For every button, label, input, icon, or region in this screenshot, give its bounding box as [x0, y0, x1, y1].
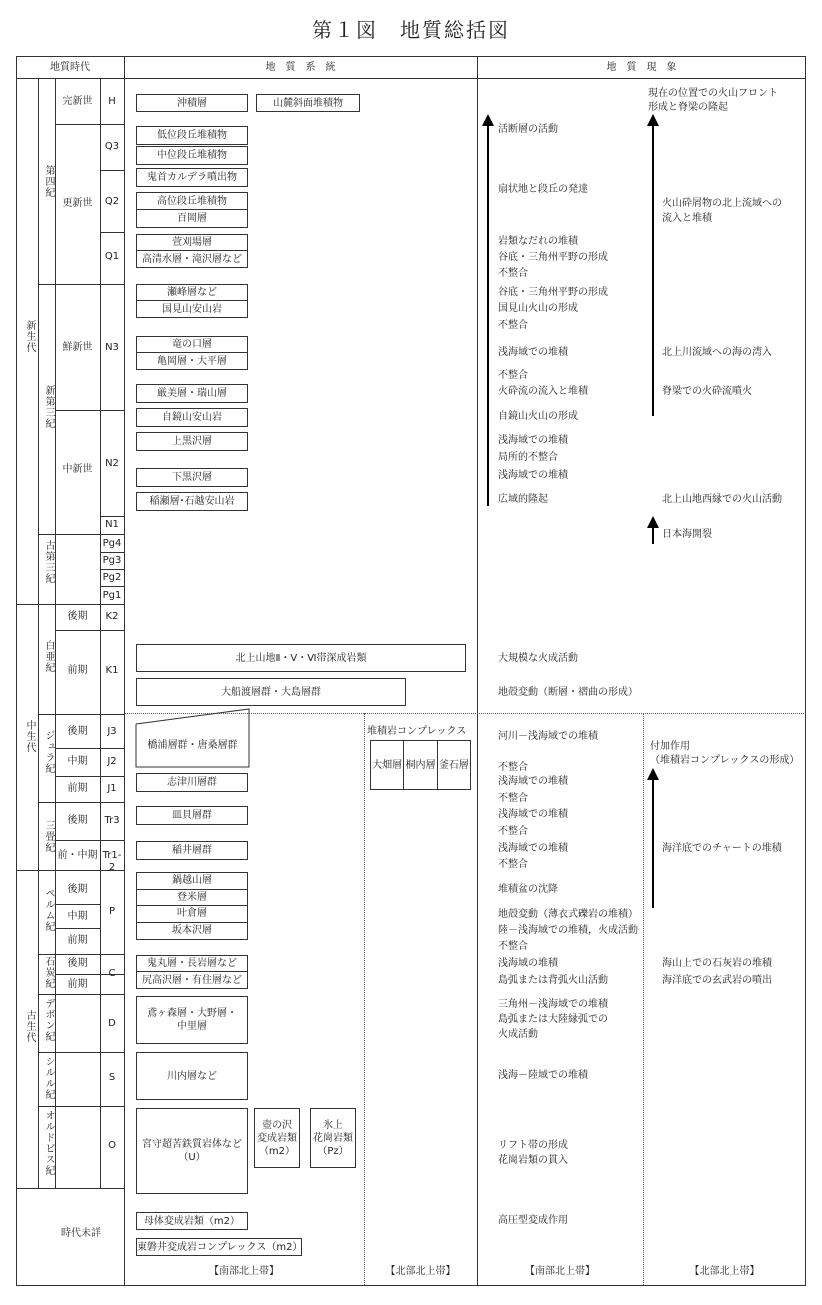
accretion-label: 堆積岩コンプレックス	[367, 726, 467, 737]
phen-text: 不整合	[498, 793, 528, 804]
divider	[100, 552, 124, 553]
phen-text: 浅海域での堆積	[498, 843, 568, 854]
code-n3: N3	[105, 342, 119, 353]
divider	[55, 410, 124, 411]
phen-text: 形成と脊梁の隆起	[648, 102, 728, 113]
period-cretaceous: 白亜紀	[43, 640, 54, 673]
unit-label: 東磐井変成岩コンプレックス（m2）	[137, 1241, 303, 1253]
unit-label: 亀岡層・大平層	[157, 355, 227, 367]
era-unknown: 時代未詳	[61, 1228, 101, 1239]
code-pg1: Pg1	[102, 590, 122, 601]
divider	[55, 776, 124, 777]
divider	[55, 928, 100, 929]
unit-box	[136, 234, 248, 268]
unit-label: 山麓斜面堆積物	[273, 97, 343, 109]
divider	[55, 904, 100, 905]
unit-cell	[137, 890, 247, 907]
phen-text: 浅海－陸域での堆積	[498, 1070, 588, 1081]
code-j3: J3	[107, 726, 117, 737]
code-n1: N1	[105, 519, 119, 530]
arrow-up-icon	[487, 126, 489, 506]
footer-zone-label: 【南部北上帯】	[209, 1266, 279, 1277]
code-q2: Q2	[104, 196, 120, 207]
code-k2: K2	[105, 611, 119, 622]
unit-label: 釜石層	[438, 759, 469, 771]
epoch-middle: 中期	[67, 911, 88, 922]
phen-text: 火砕流の流入と堆積	[498, 386, 588, 397]
unit-cell	[137, 873, 247, 890]
divider	[38, 714, 124, 715]
period-silurian: シルル紀	[43, 1056, 54, 1100]
unit-box	[136, 192, 248, 228]
unit-label: 高清水層・滝沢層など	[142, 253, 242, 265]
phen-text: 海山上での石灰岩の堆積	[662, 958, 772, 969]
unit-cell	[137, 337, 247, 353]
divider	[38, 534, 124, 535]
unit-label: 川内層など	[167, 1070, 217, 1082]
divider	[364, 713, 365, 1285]
unit-box	[136, 1108, 248, 1194]
phen-text: 付加作用	[650, 741, 690, 752]
divider	[100, 516, 124, 517]
unit-label: 叶倉層	[177, 908, 207, 920]
header-phenomena: 地 質 現 象	[606, 62, 677, 73]
unit-box	[136, 432, 248, 451]
divider	[643, 713, 644, 1285]
unit-cell	[137, 285, 247, 301]
phen-text: 浅海域での堆積	[498, 347, 568, 358]
phen-text: 谷底・三角州平野の形成	[498, 287, 608, 298]
header-time: 地質時代	[50, 62, 90, 73]
code-n2: N2	[105, 458, 119, 469]
unit-label: 宮守超苦鉄質岩体など （U）	[142, 1139, 242, 1163]
divider	[38, 1106, 124, 1107]
phen-text: リフト帯の形成	[498, 1140, 568, 1151]
unit-box	[254, 1108, 300, 1168]
epoch-pleistocene: 更新世	[62, 198, 93, 209]
unit-cell	[137, 956, 247, 972]
unit-box	[136, 841, 248, 860]
unit-label: 登米層	[177, 891, 207, 903]
unit-label: 萱刈場層	[172, 237, 212, 249]
unit-box	[370, 740, 471, 790]
unit-box	[136, 678, 406, 706]
unit-label: 大船渡層群・大島層群	[221, 686, 321, 698]
footer-zone-label: 【北部北上帯】	[689, 1266, 760, 1277]
phen-text: 浅海域の堆積	[498, 958, 558, 969]
period-triassic: 三畳紀	[43, 820, 54, 853]
code-p: P	[108, 906, 116, 917]
code-q1: Q1	[104, 251, 120, 262]
period-jurassic: ジュラ紀	[43, 730, 54, 774]
divider	[38, 284, 124, 285]
divider	[55, 124, 124, 125]
unit-box	[136, 94, 248, 112]
unit-cell	[137, 301, 247, 317]
unit-box	[136, 872, 248, 940]
phen-text: 谷底・三角州平野の形成	[498, 252, 608, 263]
phen-text: 不整合	[498, 370, 528, 381]
header-system: 地 質 系 統	[265, 62, 336, 73]
code-tr3: Tr3	[104, 815, 120, 826]
unit-box	[136, 492, 248, 511]
phen-text: 堆積盆の沈降	[498, 884, 558, 895]
unit-label: 壺の沢 変成岩類 （m2）	[257, 1119, 297, 1157]
divider	[100, 569, 124, 570]
code-j2: J2	[107, 756, 117, 767]
era-cenozoic: 新生代	[24, 320, 35, 353]
unit-label: 鳶ヶ森層・大野層・ 中里層	[147, 1008, 237, 1032]
unit-cell	[371, 741, 404, 789]
unit-box	[136, 1238, 302, 1256]
unit-cell	[438, 741, 470, 789]
unit-cell	[137, 906, 247, 923]
arrow-up-icon	[652, 528, 654, 544]
phen-text: 浅海域での堆積	[498, 776, 568, 787]
unit-box	[136, 955, 248, 989]
footer-zone-label: 【北部北上帯】	[385, 1266, 456, 1277]
phen-text: 国見山火山の形成	[498, 303, 578, 314]
unit-box	[256, 94, 360, 112]
phen-text: 脊梁での火砕流噴火	[662, 386, 752, 397]
unit-box	[136, 1052, 248, 1100]
divider	[55, 78, 56, 604]
phen-text: 不整合	[498, 941, 528, 952]
divider	[16, 1188, 124, 1189]
unit-label: 上黒沢層	[172, 436, 212, 447]
divider	[124, 56, 125, 1286]
period-paleogene: 古第三紀	[43, 540, 54, 584]
divider	[38, 1052, 124, 1053]
epoch-middle: 中期	[67, 756, 88, 767]
unit-label: 自鏡山安山岩	[162, 412, 222, 423]
unit-box	[136, 773, 248, 792]
unit-label: 沖積層	[177, 97, 207, 109]
divider	[477, 56, 478, 1286]
unit-label: 稲井層群	[172, 845, 212, 856]
period-neogene: 新第三紀	[43, 385, 54, 429]
unit-label: 中位段丘堆積物	[157, 150, 227, 161]
epoch-holocene: 完新世	[62, 96, 93, 107]
unit-box	[136, 468, 248, 487]
divider	[55, 748, 124, 749]
unit-label: 坂本沢層	[172, 925, 212, 937]
phen-text: 高圧型変成作用	[498, 1215, 568, 1226]
phen-text: （堆積岩コンプレックスの形成）	[650, 755, 800, 766]
phen-text: 流入と堆積	[662, 213, 712, 224]
hashiura-frame	[135, 708, 251, 768]
divider	[38, 994, 124, 995]
unit-box	[136, 336, 248, 370]
unit-box	[136, 384, 248, 403]
phen-text: 火山砕屑物の北上流域への	[662, 198, 782, 209]
phen-text: 扇状地と段丘の発達	[498, 184, 588, 195]
unit-cell	[137, 235, 247, 251]
phen-text: 広域的隆起	[498, 494, 548, 505]
divider	[100, 170, 124, 171]
unit-label: 皿貝層群	[172, 810, 212, 821]
unit-cell	[137, 923, 247, 939]
unit-label: 志津川層群	[167, 777, 217, 788]
unit-label: 下黒沢層	[172, 472, 212, 483]
phen-text: 局所的不整合	[498, 452, 558, 463]
epoch-pliocene: 鮮新世	[62, 342, 93, 353]
phen-text: 不整合	[498, 762, 528, 773]
phen-text: 島弧または背弧火山活動	[498, 975, 608, 986]
unit-label: 竜の口層	[172, 339, 212, 351]
phen-text: 島弧または大陸縁弧での	[498, 1014, 608, 1025]
era-paleozoic: 古生代	[24, 1010, 35, 1043]
epoch-late: 後期	[67, 884, 88, 895]
unit-box	[136, 284, 248, 318]
code-pg4: Pg4	[102, 538, 122, 549]
phen-text: 河川－浅海域での堆積	[498, 731, 598, 742]
epoch-late: 後期	[67, 958, 88, 969]
phen-text: 活断層の活動	[498, 124, 558, 135]
divider	[38, 78, 39, 1188]
divider	[55, 630, 124, 631]
unit-label: 氷上 花崗岩類 （Pz）	[313, 1119, 353, 1157]
code-k1: K1	[105, 665, 119, 676]
divider	[100, 232, 124, 233]
unit-cell	[137, 193, 247, 210]
unit-label: 母体変成岩類（m2）	[143, 1215, 241, 1227]
unit-label: 鬼首カルデラ噴出物	[147, 172, 237, 183]
unit-box	[136, 408, 248, 427]
phen-text: 火成活動	[498, 1029, 538, 1040]
unit-cell	[137, 353, 247, 369]
phen-text: 海洋底でのチャートの堆積	[662, 843, 782, 854]
code-c: C	[108, 968, 116, 979]
phen-text: 不整合	[498, 859, 528, 870]
phen-text: 北上川流域への海の湾入	[662, 347, 772, 358]
divider	[100, 586, 124, 587]
code-q3: Q3	[104, 141, 120, 152]
phen-text: 地殻変動（薄衣式礫岩の堆積）	[498, 909, 638, 920]
code-o: O	[108, 1140, 116, 1151]
phen-text: 地殻変動（断層・褶曲の形成）	[498, 687, 638, 698]
period-permian: ペルム紀	[43, 888, 54, 932]
epoch-late: 後期	[67, 815, 88, 826]
phen-text: 浅海域での堆積	[498, 470, 568, 481]
unit-label: 百岡層	[177, 213, 207, 225]
code-h: H	[108, 96, 116, 107]
phen-text: 岩類なだれの堆積	[498, 236, 578, 247]
unit-box	[136, 644, 466, 672]
unit-label: 大畑層	[372, 759, 403, 771]
period-quaternary: 第四紀	[43, 165, 54, 198]
phen-text: 大規模な火成活動	[498, 653, 578, 664]
epoch-early: 前期	[67, 783, 88, 794]
unit-box	[136, 996, 248, 1044]
unit-box	[136, 806, 248, 825]
phen-text: 不整合	[498, 268, 528, 279]
unit-label: 桐内層	[405, 759, 436, 771]
unit-box	[136, 146, 248, 165]
code-pg3: Pg3	[102, 555, 122, 566]
page-title: 第１図 地質総括図	[312, 18, 510, 42]
unit-box	[136, 1212, 248, 1230]
unit-label: 鍋越山層	[172, 875, 212, 887]
unit-cell	[404, 741, 437, 789]
epoch-late: 後期	[67, 611, 88, 622]
phen-text: 陸－浅海域での堆積，火成活動	[498, 925, 638, 936]
unit-label: 橋浦層群・唐桑層群	[147, 740, 238, 751]
epoch-late: 後期	[67, 726, 88, 737]
phen-text: 現在の位置での火山フロント	[648, 88, 778, 99]
unit-box	[136, 168, 248, 187]
unit-box	[136, 126, 248, 145]
phen-text: 海洋底での玄武岩の噴出	[662, 975, 772, 986]
unit-box	[310, 1108, 356, 1168]
code-s: S	[108, 1072, 116, 1083]
phen-text: 北上山地西縁での火山活動	[662, 494, 782, 505]
phen-text: 三角州－浅海域での堆積	[498, 999, 608, 1010]
footer-zone-label: 【南部北上帯】	[525, 1266, 595, 1277]
unit-label: 鬼丸層・長岩層など	[147, 958, 237, 970]
arrow-up-icon	[652, 780, 654, 908]
epoch-early: 前期	[67, 979, 88, 990]
phen-text: 不整合	[498, 826, 528, 837]
code-tr12: Tr1-2	[102, 850, 122, 873]
phen-text: 花崗岩類の貫入	[498, 1155, 568, 1166]
divider	[38, 802, 124, 803]
era-mesozoic: 中生代	[24, 720, 35, 753]
unit-cell	[137, 251, 247, 267]
unit-cell	[137, 210, 247, 227]
arrow-up-icon	[652, 126, 654, 416]
divider	[55, 840, 124, 841]
code-j1: J1	[107, 783, 117, 794]
unit-label: 北上山地Ⅱ・Ⅴ・Ⅵ帯深成岩類	[235, 652, 367, 664]
unit-label: 低位段丘堆積物	[157, 130, 227, 141]
phen-text: 浅海域での堆積	[498, 435, 568, 446]
divider	[16, 78, 806, 79]
epoch-miocene: 中新世	[62, 464, 93, 475]
period-ordovician: オルドビス紀	[43, 1110, 54, 1176]
period-carboniferous: 石炭紀	[43, 956, 54, 989]
unit-label: 高位段丘堆積物	[157, 195, 227, 207]
unit-label: 国見山安山岩	[162, 303, 222, 315]
divider	[38, 954, 124, 955]
divider	[16, 604, 124, 605]
epoch-early-middle: 前・中期	[57, 850, 98, 861]
unit-cell	[137, 972, 247, 988]
phen-text: 日本海開裂	[662, 529, 712, 540]
unit-label: 瀬峰層など	[167, 287, 217, 299]
phen-text: 自鏡山火山の形成	[498, 411, 578, 422]
unit-label: 稲瀬層･石越安山岩	[149, 496, 235, 507]
phen-text: 浅海域での堆積	[498, 809, 568, 820]
epoch-early: 前期	[67, 665, 88, 676]
period-devonian: デボン紀	[43, 998, 54, 1042]
code-pg2: Pg2	[102, 572, 122, 583]
unit-label: 厳美層・瑞山層	[157, 388, 227, 399]
unit-label: 尻高沢層・有住層など	[142, 974, 242, 986]
epoch-early: 前期	[67, 935, 88, 946]
code-d: D	[108, 1018, 116, 1029]
phen-text: 不整合	[498, 320, 528, 331]
